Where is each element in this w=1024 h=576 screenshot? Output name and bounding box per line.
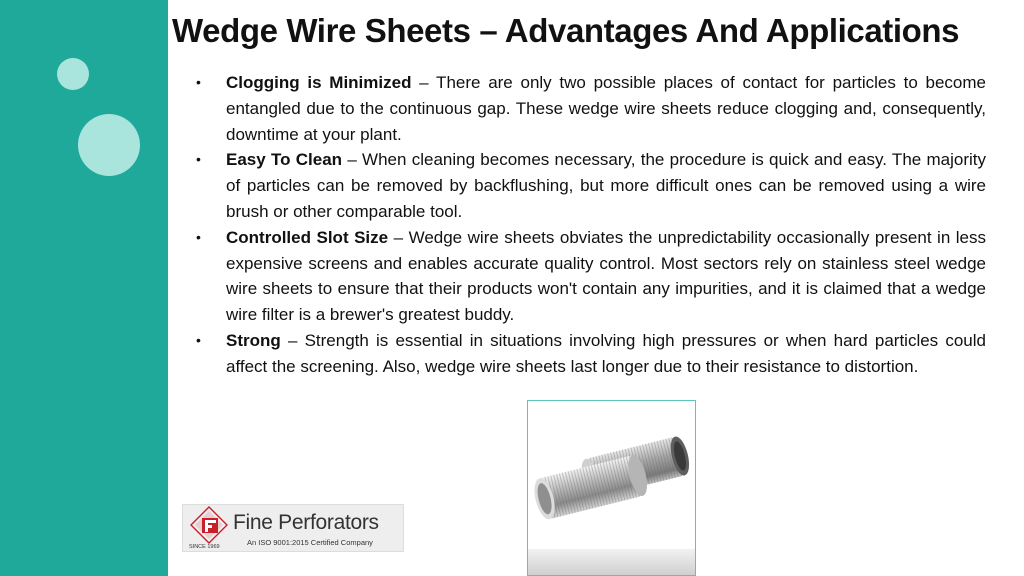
bullet-term: Clogging is Minimized [226,73,412,92]
logo-certification: An ISO 9001:2015 Certified Company [247,538,373,547]
bullet-icon: • [196,74,201,90]
bullet-text: – When cleaning becomes necessary, the procedure is quick and easy. The majority of particles can be removed by backflushing, but more difficult ones can be removed using a wire brush or other comparable tool. [226,150,987,221]
wedge-wire-pipes-icon [528,401,695,575]
bullet-item [196,225,986,328]
bullet-icon: • [196,151,201,168]
bullet-item [196,328,986,380]
fine-perforators-logo-icon [187,505,231,545]
company-logo [182,504,404,552]
logo-since: SINCE 1969 [189,544,220,550]
bullet-item [196,70,986,147]
slide-title: Wedge Wire Sheets – Advantages And Applications [172,12,960,49]
side-band [0,0,168,576]
decor-circle-large [78,114,140,176]
logo-name: Fine Perforators [233,511,379,534]
bullet-text: – There are only two possible places of contact for particles to become entangled due to the continuous gap. These wedge wire sheets reduce clogging and, consequently, downtime at your plant. [226,73,986,144]
bullet-text: – Strength is essential in situations involving high pressures or when hard particles could affect the screening. Also, wedge wire sheets last longer due to their resistance to distortion. [226,330,986,376]
decor-circle-small [57,58,89,90]
bullet-term: Strong [226,330,281,350]
product-image [527,400,696,576]
bullet-text: – Wedge wire sheets obviates the unpredictability occasionally present in less expensive screens and enables accurate quality control. Most sectors rely on stainless steel wedge wire sheets to ensure that their products won't contain any impurities, and it is claimed that a wedge wire filter is a brewer's greatest buddy. [226,227,987,325]
bullet-item [196,147,986,224]
bullet-term: Controlled Slot Size [226,227,389,247]
bullet-icon: • [196,228,201,245]
bullet-term: Easy To Clean [226,150,343,170]
bullet-list [196,70,986,380]
bullet-icon: • [196,331,201,348]
